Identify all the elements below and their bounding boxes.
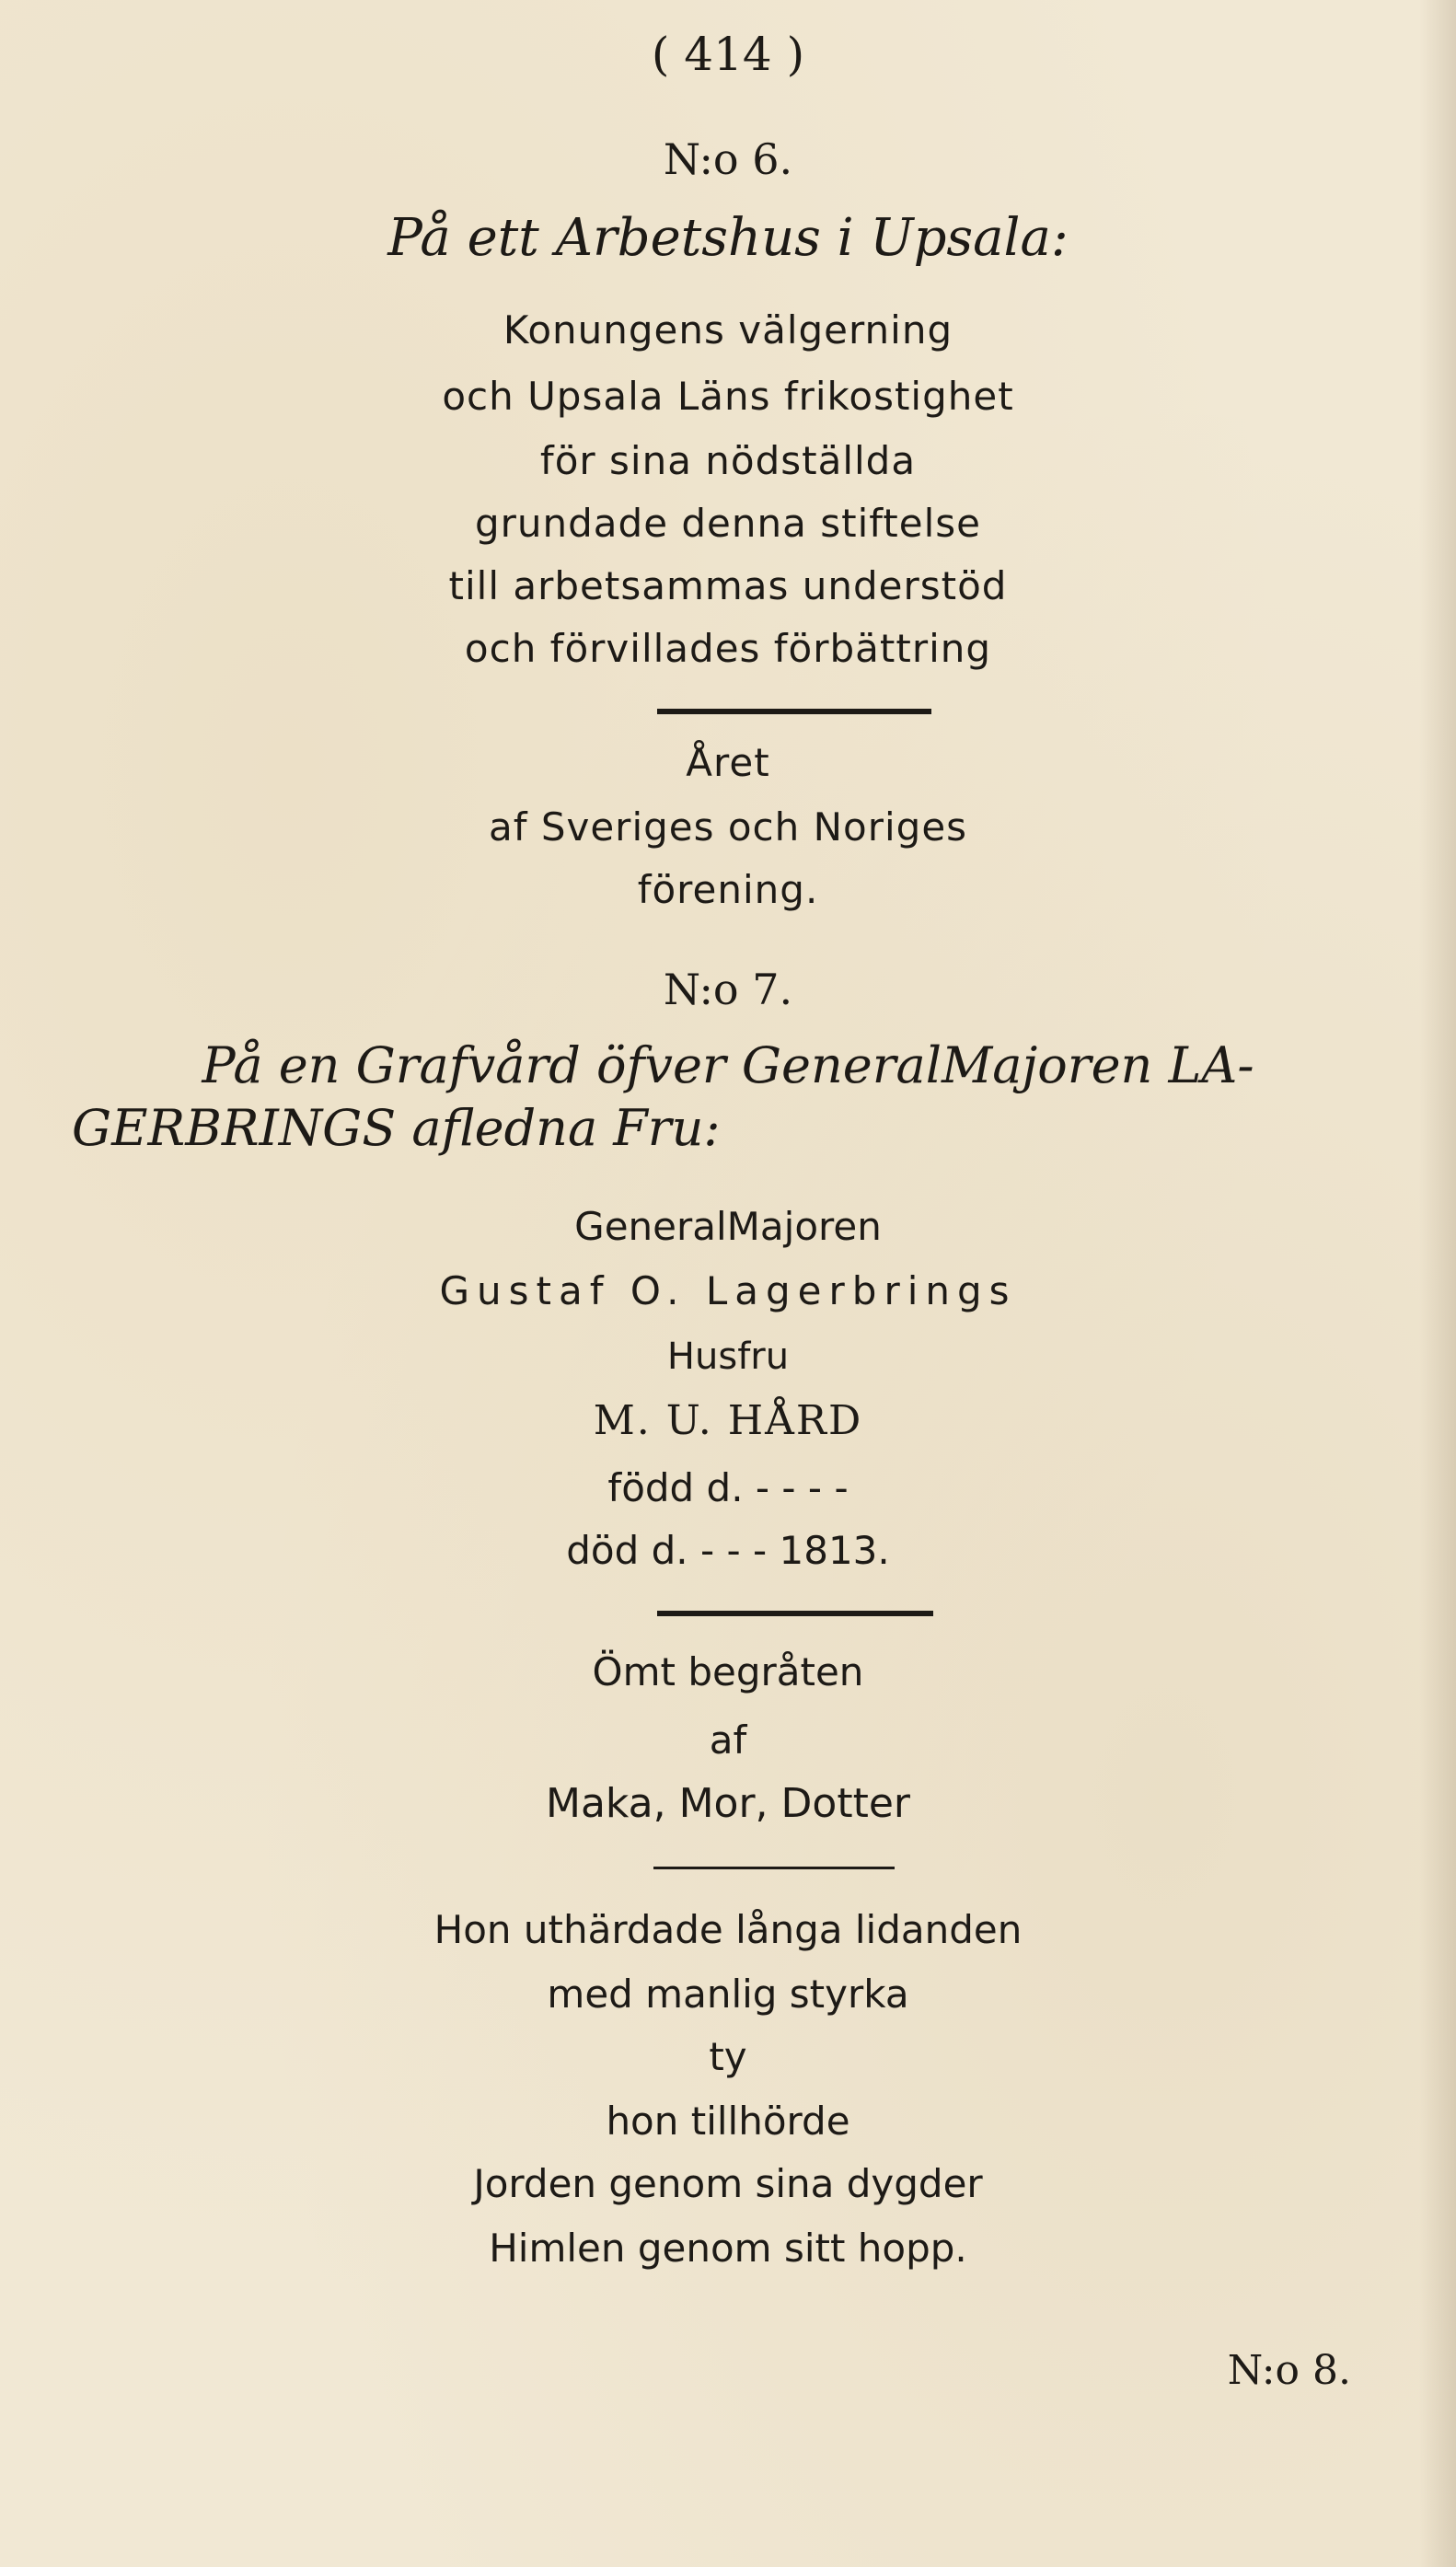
page-edge-shadow [1419,0,1456,2567]
next-number-catchword: N:o 8. [1227,2347,1351,2394]
poem-7-final-line: hon tillhörde [606,2099,850,2144]
poem-7-final-line: Himlen genom sitt hopp. [489,2226,967,2271]
poem-7-title-line-1: På en Grafvård öfver GeneralMajoren LA- [202,1036,1254,1094]
divider-rule [653,1867,895,1869]
divider-rule [657,709,931,714]
poem-6-after-line: Året [686,740,770,785]
poem-7-line: M. U. HÅRD [593,1397,863,1444]
poem-7-line: död d. - - - 1813. [566,1528,890,1573]
poem-7-final-line: Jorden genom sina dygder [473,2161,983,2206]
poem-6-title: På ett Arbetshus i Upsala: [387,208,1069,268]
poem-6-line: grundade denna stiftelse [474,501,981,546]
poem-7-line: född d. - - - - [607,1465,849,1510]
poem-7-final-line: Hon uthärdade långa lidanden [433,1907,1023,1952]
poem-7-after-line: Maka, Mor, Dotter [546,1780,910,1827]
poem-6-line: Konungens välgerning [503,307,953,353]
poem-7-title-line-2: GERBRINGS afledna Fru: [72,1099,721,1157]
poem-7-line: Gustaf O. Lagerbrings [439,1268,1017,1313]
page-number: ( 414 ) [651,28,805,81]
divider-rule [657,1611,933,1616]
poem-7-final-line: ty [709,2034,747,2079]
poem-6-after-line: förening. [637,867,819,912]
poem-6-after-line: af Sveriges och Noriges [488,804,968,850]
poem-7-final-line: med manlig styrka [547,1972,909,2017]
poem-6-line: och Upsala Läns frikostighet [442,374,1014,419]
poem-7-after-line: Ömt begråten [592,1649,864,1694]
poem-6-line: till arbetsammas understöd [448,563,1008,608]
poem-7-number: N:o 7. [663,965,793,1014]
poem-7-line: Husfru [666,1336,790,1378]
poem-7-after-line: af [709,1717,747,1763]
poem-7-line: GeneralMajoren [574,1204,882,1249]
poem-6-line: och förvillades förbättring [464,626,992,671]
poem-6-number: N:o 6. [663,134,793,184]
poem-6-line: för sina nödställda [539,438,917,483]
